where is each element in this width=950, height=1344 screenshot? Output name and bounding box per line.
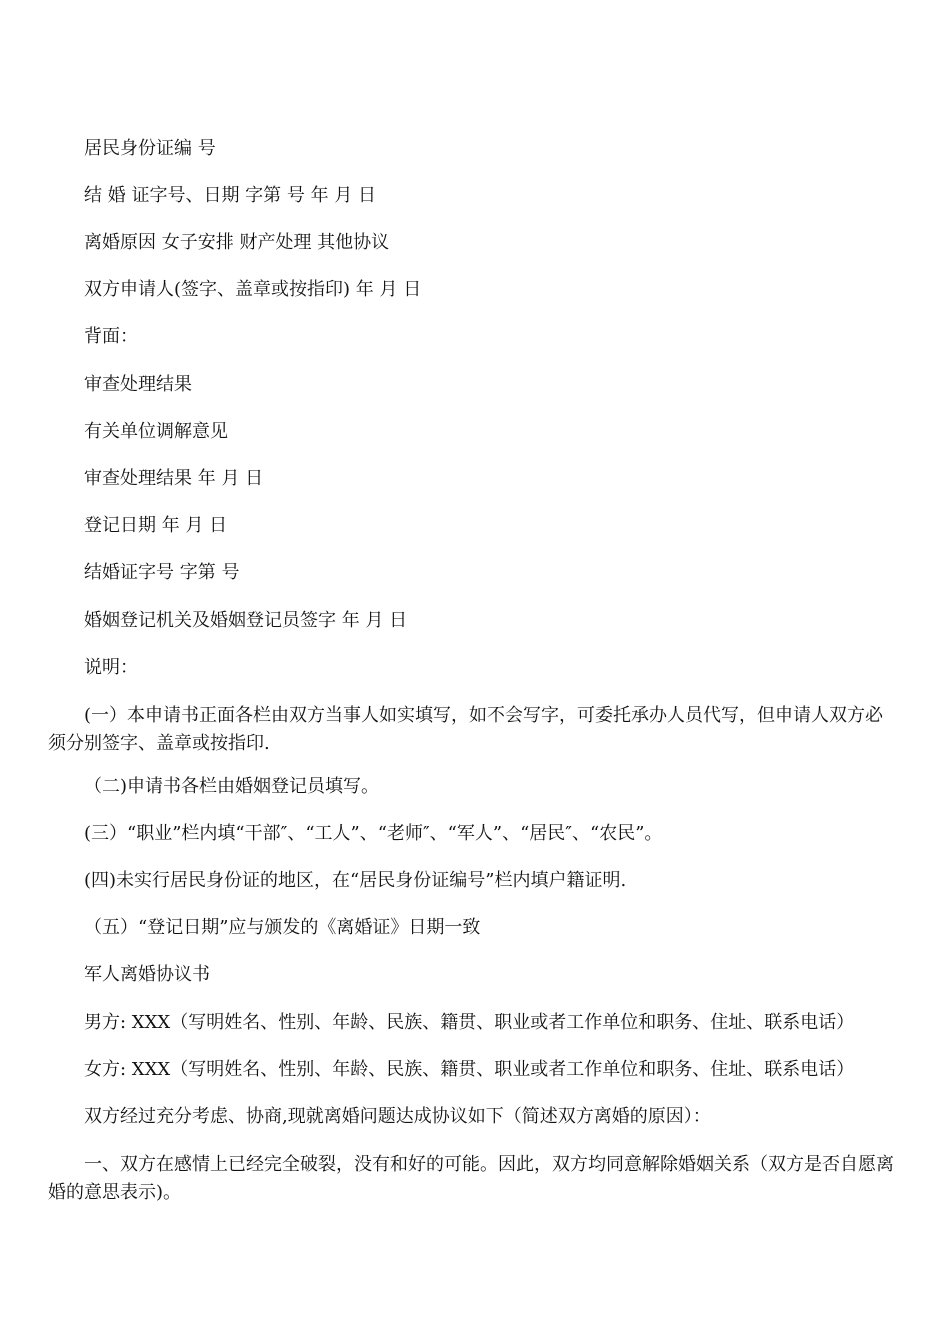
divorce-reason-line: 离婚原因 女子安排 财产处理 其他协议 (84, 232, 390, 253)
review-result-date-line: 审查处理结果 年 月 日 (84, 468, 264, 489)
male-party-line: 男方: XXX（写明姓名、性别、年龄、民族、籍贯、职业或者工作单位和职务、住址、联系电话） (84, 1012, 855, 1033)
back-side-heading: 背面： (84, 326, 138, 347)
note-4: (四)未实行居民身份证的地区，在“居民身份证编号”栏内填户籍证明. (84, 870, 627, 891)
registrar-signature-line: 婚姻登记机关及婚姻登记员签字 年 月 日 (84, 610, 408, 631)
review-result-heading: 审查处理结果 (84, 374, 192, 395)
agreement-clause-1: 一、双方在感情上已经完全破裂，没有和好的可能。因此，双方均同意解除婚姻关系（双方是否自愿离婚的意思表示)。 (48, 1154, 894, 1203)
note-1: (一）本申请书正面各栏由双方当事人如实填写，如不会写字，可委托承办人员代写，但申请人双方必须分别签字、盖章或按指印. (48, 705, 884, 754)
note-3: (三）“职业”栏内填“干部″、“工人”、“老师″、“军人”、“居民″、“农民”。 (84, 823, 663, 844)
marriage-cert-line: 结 婚 证字号、日期 字第 号 年 月 日 (84, 185, 377, 206)
applicants-signature-line: 双方申请人(签字、盖章或按指印) 年 月 日 (84, 279, 422, 300)
notes-heading: 说明： (84, 657, 138, 678)
note-5: （五）“登记日期”应与颁发的《离婚证》日期一致 (84, 917, 481, 938)
mediation-opinion-line: 有关单位调解意见 (84, 421, 228, 442)
agreement-intro: 双方经过充分考虑、协商,现就离婚问题达成协议如下（简述双方离婚的原因）： (84, 1106, 711, 1127)
female-party-line: 女方: XXX（写明姓名、性别、年龄、民族、籍贯、职业或者工作单位和职务、住址、联系电话） (84, 1059, 855, 1080)
agreement-title: 军人离婚协议书 (84, 964, 210, 985)
marriage-cert-number-line: 结婚证字号 字第 号 (84, 562, 240, 583)
registration-date-line: 登记日期 年 月 日 (84, 515, 228, 536)
id-number-line: 居民身份证编 号 (84, 138, 216, 159)
note-2: （二)申请书各栏由婚姻登记员填写。 (84, 776, 380, 797)
